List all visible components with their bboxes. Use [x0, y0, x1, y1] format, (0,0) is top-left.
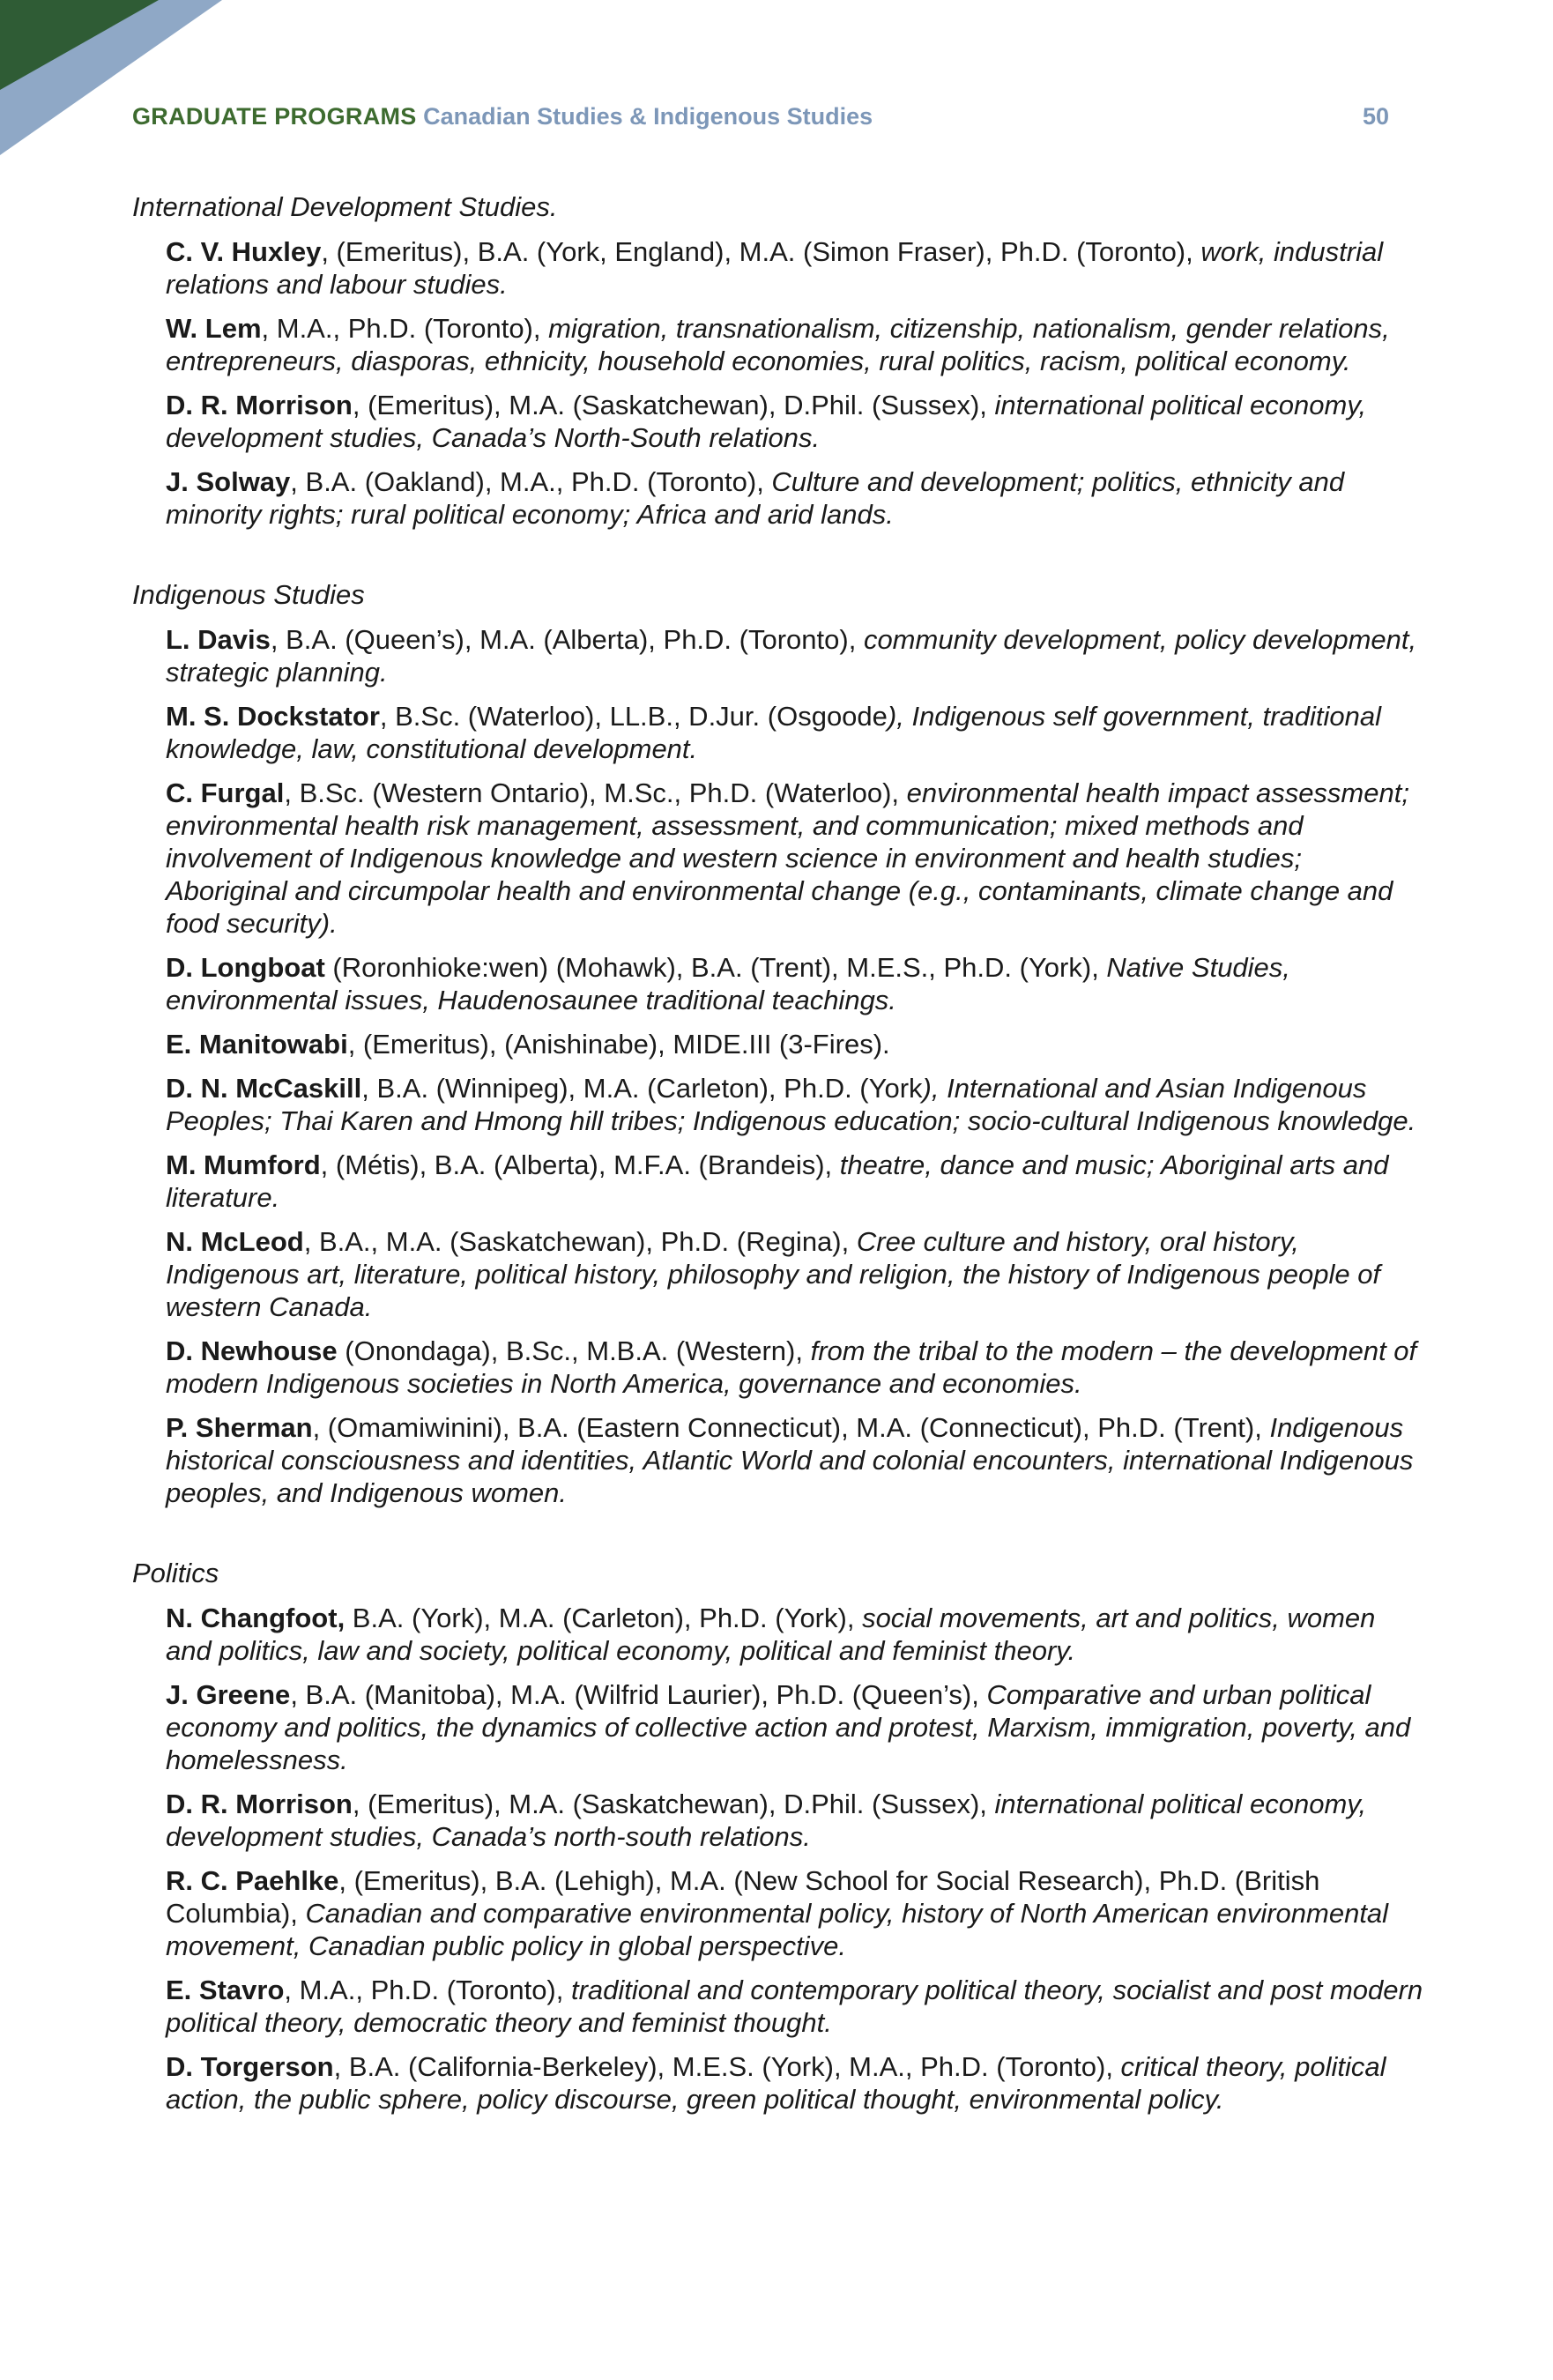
- faculty-name: L. Davis: [166, 624, 271, 655]
- faculty-credentials: , B.A. (California-Berkeley), M.E.S. (York), M.A., Ph.D. (Toronto),: [333, 2051, 1121, 2082]
- faculty-interests: critical theory, political action, the public sphere, policy discourse, green political thought, environmental policy.: [166, 2051, 1386, 2115]
- section-title: Politics: [132, 1558, 219, 1588]
- faculty-entry: [166, 777, 1428, 940]
- faculty-interests: from the tribal to the modern – the development of modern Indigenous societies in North America, governance and economies.: [166, 1335, 1417, 1399]
- faculty-entry: [166, 1864, 1428, 1962]
- faculty-entry: [166, 1602, 1428, 1667]
- faculty-entry: [166, 1411, 1428, 1509]
- faculty-credentials: , M.A., Ph.D. (Toronto),: [261, 313, 549, 344]
- faculty-entry: [166, 465, 1428, 531]
- faculty-entry: [166, 623, 1428, 688]
- faculty-entry: [166, 2050, 1428, 2116]
- entry-list: [132, 1602, 1428, 2116]
- faculty-credentials: , (Omamiwinini), B.A. (Eastern Connecticut), M.A. (Connecticut), Ph.D. (Trent),: [312, 1412, 1270, 1443]
- faculty-interests: international political economy, development studies, Canada’s North-South relations.: [166, 390, 1367, 453]
- faculty-interests: ), International and Asian Indigenous Peoples; Thai Karen and Hmong hill tribes; Indigenous education; socio-cultural Indigenous knowledge.: [166, 1073, 1416, 1136]
- faculty-credentials: , B.Sc. (Western Ontario), M.Sc., Ph.D. (Waterloo),: [284, 777, 907, 808]
- faculty-interests: work, industrial relations and labour studies.: [166, 236, 1384, 300]
- faculty-name: D. Torgerson: [166, 2051, 334, 2082]
- faculty-name: M. S. Dockstator: [166, 701, 380, 732]
- faculty-entry: [166, 312, 1428, 377]
- faculty-credentials: , (Emeritus), B.A. (York, England), M.A. (Simon Fraser), Ph.D. (Toronto),: [321, 236, 1201, 267]
- faculty-name: N. Changfoot,: [166, 1603, 346, 1633]
- faculty-name: E. Stavro: [166, 1975, 285, 2005]
- faculty-credentials: , (Emeritus), M.A. (Saskatchewan), D.Phil. (Sussex),: [352, 390, 995, 420]
- faculty-interests: theatre, dance and music; Aboriginal arts and literature.: [166, 1149, 1389, 1213]
- faculty-name: M. Mumford: [166, 1149, 321, 1180]
- faculty-name: E. Manitowabi: [166, 1029, 348, 1060]
- faculty-interests: environmental health impact assessment; environmental health risk management, assessment, and communication; mixed methods and involvement of Indigenous knowledge and western science in environment and health studies; Aboriginal and circumpolar health and environmental change (e.g., contaminants, climate change and food security).: [166, 777, 1409, 939]
- faculty-credentials: , B.A. (Manitoba), M.A. (Wilfrid Laurier), Ph.D. (Queen’s),: [290, 1679, 987, 1710]
- faculty-interests: Native Studies, environmental issues, Haudenosaunee traditional teachings.: [166, 952, 1290, 1015]
- faculty-credentials: , B.Sc. (Waterloo), LL.B., D.Jur. (Osgoode: [379, 701, 888, 732]
- faculty-name: N. McLeod: [166, 1226, 304, 1257]
- faculty-credentials: (Onondaga), B.Sc., M.B.A. (Western),: [337, 1335, 811, 1366]
- entry-list: [132, 235, 1428, 531]
- faculty-name: D. R. Morrison: [166, 1789, 353, 1819]
- faculty-interests: Cree culture and history, oral history, Indigenous art, literature, political history, philosophy and religion, the history of Indigenous people of western Canada.: [166, 1226, 1381, 1322]
- faculty-name: J. Solway: [166, 466, 291, 497]
- faculty-name: J. Greene: [166, 1679, 291, 1710]
- header-label: GRADUATE PROGRAMS: [132, 103, 417, 130]
- faculty-entry: [166, 1678, 1428, 1776]
- faculty-name: C. V. Huxley: [166, 236, 322, 267]
- faculty-credentials: , (Emeritus), B.A. (Lehigh), M.A. (New School for Social Research), Ph.D. (British Columbia),: [166, 1865, 1320, 1929]
- corner-decoration: [0, 0, 264, 176]
- faculty-interests: social movements, art and politics, women and politics, law and society, political economy, political and feminist theory.: [166, 1603, 1376, 1666]
- faculty-name: D. Newhouse: [166, 1335, 338, 1366]
- faculty-name: D. Longboat: [166, 952, 325, 983]
- faculty-credentials: , (Emeritus), (Anishinabe), MIDE.III (3-Fires).: [347, 1029, 890, 1060]
- faculty-name: D. N. McCaskill: [166, 1073, 362, 1104]
- faculty-credentials: , B.A. (Oakland), M.A., Ph.D. (Toronto),: [290, 466, 772, 497]
- page-header: [132, 99, 1389, 134]
- faculty-entry: [166, 1028, 1428, 1060]
- faculty-entry: [166, 1225, 1428, 1323]
- faculty-entry: [166, 389, 1428, 454]
- page-number: 50: [1362, 103, 1389, 130]
- faculty-entry: [166, 951, 1428, 1016]
- faculty-name: W. Lem: [166, 313, 262, 344]
- faculty-credentials: B.A. (York), M.A. (Carleton), Ph.D. (York),: [345, 1603, 863, 1633]
- section-politics: [132, 1557, 1428, 2116]
- faculty-interests: Canadian and comparative environmental policy, history of North American environmental movement, Canadian public policy in global perspective.: [166, 1898, 1389, 1961]
- faculty-credentials: (Roronhioke:wen) (Mohawk), B.A. (Trent), M.E.S., Ph.D. (York),: [324, 952, 1107, 983]
- faculty-interests: traditional and contemporary political theory, socialist and post modern political theory, democratic theory and feminist thought.: [166, 1975, 1423, 2038]
- faculty-name: C. Furgal: [166, 777, 285, 808]
- faculty-entry: [166, 1072, 1428, 1137]
- faculty-name: D. R. Morrison: [166, 390, 353, 420]
- faculty-entry: [166, 700, 1428, 765]
- section-international-development: [132, 190, 1428, 531]
- section-title: Indigenous Studies: [132, 579, 365, 610]
- faculty-interests: Culture and development; politics, ethnicity and minority rights; rural political economy; Africa and arid lands.: [166, 466, 1345, 530]
- faculty-interests: Comparative and urban political economy and politics, the dynamics of collective action and protest, Marxism, immigration, poverty, and homelessness.: [166, 1679, 1411, 1775]
- faculty-credentials: , B.A. (Winnipeg), M.A. (Carleton), Ph.D. (York: [361, 1073, 923, 1104]
- faculty-credentials: , (Emeritus), M.A. (Saskatchewan), D.Phil. (Sussex),: [352, 1789, 995, 1819]
- faculty-interests: community development, policy development, strategic planning.: [166, 624, 1417, 688]
- faculty-entry: [166, 1335, 1428, 1400]
- faculty-entry: [166, 1974, 1428, 2039]
- faculty-credentials: , B.A., M.A. (Saskatchewan), Ph.D. (Regina),: [303, 1226, 857, 1257]
- section-indigenous-studies: [132, 578, 1428, 1509]
- faculty-name: R. C. Paehlke: [166, 1865, 339, 1896]
- faculty-credentials: , (Métis), B.A. (Alberta), M.F.A. (Brandeis),: [320, 1149, 840, 1180]
- faculty-name: P. Sherman: [166, 1412, 313, 1443]
- entry-list: [132, 623, 1428, 1509]
- header-subtitle: Canadian Studies & Indigenous Studies: [423, 103, 873, 130]
- section-title: International Development Studies.: [132, 191, 558, 222]
- faculty-interests: Indigenous historical consciousness and identities, Atlantic World and colonial encounters, international Indigenous peoples, and Indigenous women.: [166, 1412, 1414, 1508]
- faculty-listing: [132, 190, 1428, 2116]
- faculty-interests: ), Indigenous self government, traditional knowledge, law, constitutional development.: [166, 701, 1381, 764]
- faculty-credentials: , M.A., Ph.D. (Toronto),: [284, 1975, 571, 2005]
- faculty-entry: [166, 1149, 1428, 1214]
- faculty-entry: [166, 1788, 1428, 1853]
- faculty-entry: [166, 235, 1428, 301]
- faculty-credentials: , B.A. (Queen’s), M.A. (Alberta), Ph.D. (Toronto),: [270, 624, 864, 655]
- faculty-interests: international political economy, development studies, Canada’s north-south relations.: [166, 1789, 1367, 1852]
- faculty-interests: migration, transnationalism, citizenship, nationalism, gender relations, entrepreneurs, diasporas, ethnicity, household economies, rural politics, racism, political economy.: [166, 313, 1390, 376]
